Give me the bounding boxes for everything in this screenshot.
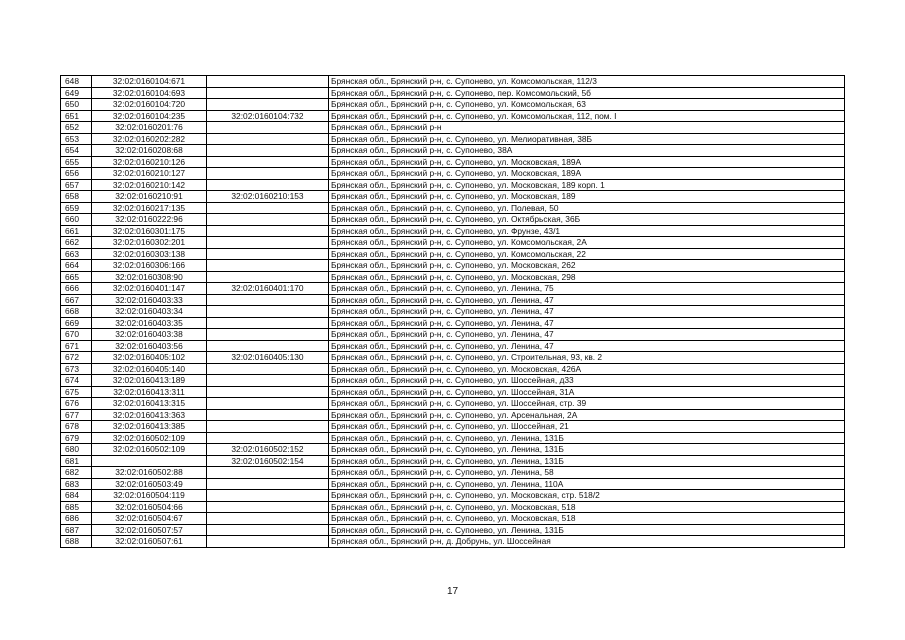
row-number-cell: 668 [61, 306, 92, 318]
address-cell: Брянская обл., Брянский р-н, с. Супонево, ул. Строительная, 93, кв. 2 [329, 352, 845, 364]
row-number-cell: 680 [61, 444, 92, 456]
parent-cadastral-number-cell [207, 513, 329, 525]
row-number-cell: 672 [61, 352, 92, 364]
parent-cadastral-number-cell [207, 432, 329, 444]
row-number-cell: 670 [61, 329, 92, 341]
cadastral-number-cell: 32:02:0160306:166 [92, 260, 207, 272]
address-cell: Брянская обл., Брянский р-н, с. Супонево, ул. Московская, стр. 518/2 [329, 490, 845, 502]
table-row [61, 191, 845, 203]
row-number-cell: 676 [61, 398, 92, 410]
table-row [61, 432, 845, 444]
parent-cadastral-number-cell [207, 329, 329, 341]
table-row [61, 283, 845, 295]
row-number-cell: 658 [61, 191, 92, 203]
parent-cadastral-number-cell [207, 478, 329, 490]
cadastral-number-cell: 32:02:0160507:57 [92, 524, 207, 536]
address-cell: Брянская обл., Брянский р-н, с. Супонево, ул. Арсенальная, 2А [329, 409, 845, 421]
table-row [61, 168, 845, 180]
address-cell: Брянская обл., Брянский р-н, с. Супонево, ул. Шоссейная, д33 [329, 375, 845, 387]
cadastral-number-cell: 32:02:0160413:311 [92, 386, 207, 398]
cadastral-number-cell [92, 455, 207, 467]
address-cell: Брянская обл., Брянский р-н, с. Супонево, ул. Московская, 189А [329, 156, 845, 168]
cadastral-number-cell: 32:02:0160217:135 [92, 202, 207, 214]
table-row [61, 398, 845, 410]
parent-cadastral-number-cell: 32:02:0160401:170 [207, 283, 329, 295]
cadastral-number-cell: 32:02:0160401:147 [92, 283, 207, 295]
cadastral-number-cell: 32:02:0160504:119 [92, 490, 207, 502]
cadastral-number-cell: 32:02:0160502:109 [92, 444, 207, 456]
address-cell: Брянская обл., Брянский р-н, с. Супонево, ул. Шоссейная, стр. 39 [329, 398, 845, 410]
address-cell: Брянская обл., Брянский р-н, с. Супонево, ул. Полевая, 50 [329, 202, 845, 214]
row-number-cell: 675 [61, 386, 92, 398]
row-number-cell: 673 [61, 363, 92, 375]
cadastral-number-cell: 32:02:0160303:138 [92, 248, 207, 260]
row-number-cell: 666 [61, 283, 92, 295]
cadastral-number-cell: 32:02:0160502:88 [92, 467, 207, 479]
parent-cadastral-number-cell [207, 467, 329, 479]
address-cell: Брянская обл., Брянский р-н, с. Супонево, ул. Ленина, 75 [329, 283, 845, 295]
row-number-cell: 655 [61, 156, 92, 168]
parent-cadastral-number-cell [207, 524, 329, 536]
table-row [61, 237, 845, 249]
row-number-cell: 684 [61, 490, 92, 502]
table-body [61, 76, 845, 548]
table-row [61, 99, 845, 111]
cadastral-number-cell: 32:02:0160104:720 [92, 99, 207, 111]
cadastral-number-cell: 32:02:0160502:109 [92, 432, 207, 444]
row-number-cell: 665 [61, 271, 92, 283]
address-cell: Брянская обл., Брянский р-н, с. Супонево, ул. Комсомольская, 2А [329, 237, 845, 249]
row-number-cell: 667 [61, 294, 92, 306]
cadastral-number-cell: 32:02:0160413:385 [92, 421, 207, 433]
address-cell: Брянская обл., Брянский р-н, с. Супонево, ул. Московская, 518 [329, 501, 845, 513]
row-number-cell: 648 [61, 76, 92, 88]
row-number-cell: 652 [61, 122, 92, 134]
parent-cadastral-number-cell [207, 248, 329, 260]
parent-cadastral-number-cell: 32:02:0160502:154 [207, 455, 329, 467]
row-number-cell: 653 [61, 133, 92, 145]
parent-cadastral-number-cell [207, 306, 329, 318]
row-number-cell: 659 [61, 202, 92, 214]
cadastral-number-cell: 32:02:0160403:38 [92, 329, 207, 341]
table-row [61, 375, 845, 387]
parent-cadastral-number-cell [207, 133, 329, 145]
parent-cadastral-number-cell [207, 179, 329, 191]
address-cell: Брянская обл., Брянский р-н, с. Супонево, ул. Шоссейная, 21 [329, 421, 845, 433]
address-cell: Брянская обл., Брянский р-н, с. Супонево, ул. Комсомольская, 63 [329, 99, 845, 111]
cadastral-number-cell: 32:02:0160201:76 [92, 122, 207, 134]
address-cell: Брянская обл., Брянский р-н, с. Супонево, ул. Комсомольская, 22 [329, 248, 845, 260]
cadastral-number-cell: 32:02:0160403:56 [92, 340, 207, 352]
table-row [61, 133, 845, 145]
row-number-cell: 687 [61, 524, 92, 536]
parent-cadastral-number-cell [207, 421, 329, 433]
cadastral-number-cell: 32:02:0160507:61 [92, 536, 207, 548]
parent-cadastral-number-cell [207, 156, 329, 168]
parent-cadastral-number-cell [207, 214, 329, 226]
row-number-cell: 682 [61, 467, 92, 479]
cadastral-number-cell: 32:02:0160504:66 [92, 501, 207, 513]
parent-cadastral-number-cell [207, 294, 329, 306]
cadastral-table [60, 75, 845, 548]
row-number-cell: 657 [61, 179, 92, 191]
address-cell: Брянская обл., Брянский р-н, с. Супонево, ул. Ленина, 47 [329, 340, 845, 352]
cadastral-number-cell: 32:02:0160210:127 [92, 168, 207, 180]
row-number-cell: 677 [61, 409, 92, 421]
table-row [61, 409, 845, 421]
row-number-cell: 671 [61, 340, 92, 352]
parent-cadastral-number-cell [207, 225, 329, 237]
address-cell: Брянская обл., Брянский р-н, с. Супонево, ул. Ленина, 58 [329, 467, 845, 479]
table-row [61, 271, 845, 283]
cadastral-number-cell: 32:02:0160210:142 [92, 179, 207, 191]
cadastral-number-cell: 32:02:0160403:34 [92, 306, 207, 318]
row-number-cell: 656 [61, 168, 92, 180]
address-cell: Брянская обл., Брянский р-н, с. Супонево, ул. Комсомольская, 112/3 [329, 76, 845, 88]
row-number-cell: 654 [61, 145, 92, 157]
table-row [61, 444, 845, 456]
cadastral-number-cell: 32:02:0160104:671 [92, 76, 207, 88]
row-number-cell: 661 [61, 225, 92, 237]
table-row [61, 294, 845, 306]
row-number-cell: 674 [61, 375, 92, 387]
row-number-cell: 662 [61, 237, 92, 249]
table-row [61, 455, 845, 467]
table-row [61, 225, 845, 237]
cadastral-number-cell: 32:02:0160405:102 [92, 352, 207, 364]
cadastral-number-cell: 32:02:0160210:91 [92, 191, 207, 203]
table-row [61, 386, 845, 398]
parent-cadastral-number-cell: 32:02:0160104:732 [207, 110, 329, 122]
address-cell: Брянская обл., Брянский р-н, с. Супонево, ул. Шоссейная, 31А [329, 386, 845, 398]
parent-cadastral-number-cell [207, 340, 329, 352]
address-cell: Брянская обл., Брянский р-н, с. Супонево, ул. Ленина, 47 [329, 306, 845, 318]
address-cell: Брянская обл., Брянский р-н, с. Супонево, ул. Ленина, 131Б [329, 455, 845, 467]
address-cell: Брянская обл., Брянский р-н, с. Супонево, ул. Ленина, 47 [329, 294, 845, 306]
address-cell: Брянская обл., Брянский р-н, с. Супонево, ул. Московская, 426А [329, 363, 845, 375]
cadastral-number-cell: 32:02:0160403:35 [92, 317, 207, 329]
cadastral-number-cell: 32:02:0160202:282 [92, 133, 207, 145]
cadastral-number-cell: 32:02:0160104:693 [92, 87, 207, 99]
row-number-cell: 681 [61, 455, 92, 467]
table-row [61, 478, 845, 490]
row-number-cell: 685 [61, 501, 92, 513]
address-cell: Брянская обл., Брянский р-н, с. Супонево, ул. Комсомольская, 112, пом. I [329, 110, 845, 122]
address-cell: Брянская обл., Брянский р-н, с. Супонево, ул. Московская, 298 [329, 271, 845, 283]
row-number-cell: 686 [61, 513, 92, 525]
parent-cadastral-number-cell [207, 271, 329, 283]
parent-cadastral-number-cell [207, 202, 329, 214]
parent-cadastral-number-cell: 32:02:0160502:152 [207, 444, 329, 456]
address-cell: Брянская обл., Брянский р-н, д. Добрунь, ул. Шоссейная [329, 536, 845, 548]
parent-cadastral-number-cell [207, 87, 329, 99]
row-number-cell: 669 [61, 317, 92, 329]
table-row [61, 363, 845, 375]
table-row [61, 110, 845, 122]
parent-cadastral-number-cell [207, 168, 329, 180]
cadastral-number-cell: 32:02:0160403:33 [92, 294, 207, 306]
address-cell: Брянская обл., Брянский р-н, с. Супонево, ул. Ленина, 47 [329, 317, 845, 329]
table-row [61, 214, 845, 226]
table-row [61, 122, 845, 134]
parent-cadastral-number-cell [207, 237, 329, 249]
address-cell: Брянская обл., Брянский р-н, с. Супонево, ул. Фрунзе, 43/1 [329, 225, 845, 237]
row-number-cell: 649 [61, 87, 92, 99]
table-row [61, 248, 845, 260]
address-cell: Брянская обл., Брянский р-н, с. Супонево, ул. Ленина, 110А [329, 478, 845, 490]
parent-cadastral-number-cell: 32:02:0160210:153 [207, 191, 329, 203]
parent-cadastral-number-cell [207, 99, 329, 111]
table-row [61, 179, 845, 191]
parent-cadastral-number-cell [207, 409, 329, 421]
address-cell: Брянская обл., Брянский р-н, с. Супонево, ул. Ленина, 131Б [329, 524, 845, 536]
parent-cadastral-number-cell [207, 260, 329, 272]
parent-cadastral-number-cell [207, 363, 329, 375]
table-row [61, 156, 845, 168]
table-row [61, 467, 845, 479]
parent-cadastral-number-cell [207, 490, 329, 502]
address-cell: Брянская обл., Брянский р-н, с. Супонево, ул. Московская, 518 [329, 513, 845, 525]
table-row [61, 145, 845, 157]
cadastral-number-cell: 32:02:0160104:235 [92, 110, 207, 122]
cadastral-number-cell: 32:02:0160413:363 [92, 409, 207, 421]
table-row [61, 536, 845, 548]
table-row [61, 524, 845, 536]
row-number-cell: 651 [61, 110, 92, 122]
parent-cadastral-number-cell [207, 76, 329, 88]
cadastral-number-cell: 32:02:0160413:189 [92, 375, 207, 387]
table-row [61, 260, 845, 272]
address-cell: Брянская обл., Брянский р-н, с. Супонево, ул. Октябрьская, 36Б [329, 214, 845, 226]
address-cell: Брянская обл., Брянский р-н, с. Супонево, ул. Ленина, 47 [329, 329, 845, 341]
parent-cadastral-number-cell [207, 386, 329, 398]
address-cell: Брянская обл., Брянский р-н, с. Супонево, ул. Московская, 262 [329, 260, 845, 272]
table-row [61, 306, 845, 318]
row-number-cell: 683 [61, 478, 92, 490]
address-cell: Брянская обл., Брянский р-н, с. Супонево, ул. Московская, 189 корп. 1 [329, 179, 845, 191]
address-cell: Брянская обл., Брянский р-н, с. Супонево, ул. Ленина, 131Б [329, 444, 845, 456]
table-row [61, 76, 845, 88]
parent-cadastral-number-cell [207, 501, 329, 513]
address-cell: Брянская обл., Брянский р-н, с. Супонево, 38А [329, 145, 845, 157]
cadastral-number-cell: 32:02:0160208:68 [92, 145, 207, 157]
row-number-cell: 678 [61, 421, 92, 433]
table-row [61, 329, 845, 341]
parent-cadastral-number-cell [207, 536, 329, 548]
parent-cadastral-number-cell [207, 317, 329, 329]
row-number-cell: 650 [61, 99, 92, 111]
address-cell: Брянская обл., Брянский р-н [329, 122, 845, 134]
row-number-cell: 663 [61, 248, 92, 260]
table-row [61, 87, 845, 99]
cadastral-number-cell: 32:02:0160222:96 [92, 214, 207, 226]
address-cell: Брянская обл., Брянский р-н, с. Супонево, ул. Московская, 189А [329, 168, 845, 180]
address-cell: Брянская обл., Брянский р-н, с. Супонево, ул. Московская, 189 [329, 191, 845, 203]
table-row [61, 340, 845, 352]
parent-cadastral-number-cell [207, 398, 329, 410]
address-cell: Брянская обл., Брянский р-н, с. Супонево, ул. Мелиоративная, 38Б [329, 133, 845, 145]
cadastral-number-cell: 32:02:0160503:49 [92, 478, 207, 490]
parent-cadastral-number-cell [207, 122, 329, 134]
table-row [61, 513, 845, 525]
row-number-cell: 688 [61, 536, 92, 548]
table-row [61, 490, 845, 502]
address-cell: Брянская обл., Брянский р-н, с. Супонево, пер. Комсомольский, 5б [329, 87, 845, 99]
parent-cadastral-number-cell: 32:02:0160405:130 [207, 352, 329, 364]
cadastral-number-cell: 32:02:0160302:201 [92, 237, 207, 249]
cadastral-number-cell: 32:02:0160413:315 [92, 398, 207, 410]
page-number: 17 [446, 586, 459, 597]
cadastral-number-cell: 32:02:0160405:140 [92, 363, 207, 375]
cadastral-number-cell: 32:02:0160210:126 [92, 156, 207, 168]
table-row [61, 317, 845, 329]
cadastral-number-cell: 32:02:0160301:175 [92, 225, 207, 237]
parent-cadastral-number-cell [207, 145, 329, 157]
table-row [61, 352, 845, 364]
row-number-cell: 660 [61, 214, 92, 226]
table-row [61, 501, 845, 513]
parent-cadastral-number-cell [207, 375, 329, 387]
table-row [61, 202, 845, 214]
cadastral-number-cell: 32:02:0160308:90 [92, 271, 207, 283]
row-number-cell: 679 [61, 432, 92, 444]
address-cell: Брянская обл., Брянский р-н, с. Супонево, ул. Ленина, 131Б [329, 432, 845, 444]
cadastral-number-cell: 32:02:0160504:67 [92, 513, 207, 525]
table-row [61, 421, 845, 433]
row-number-cell: 664 [61, 260, 92, 272]
